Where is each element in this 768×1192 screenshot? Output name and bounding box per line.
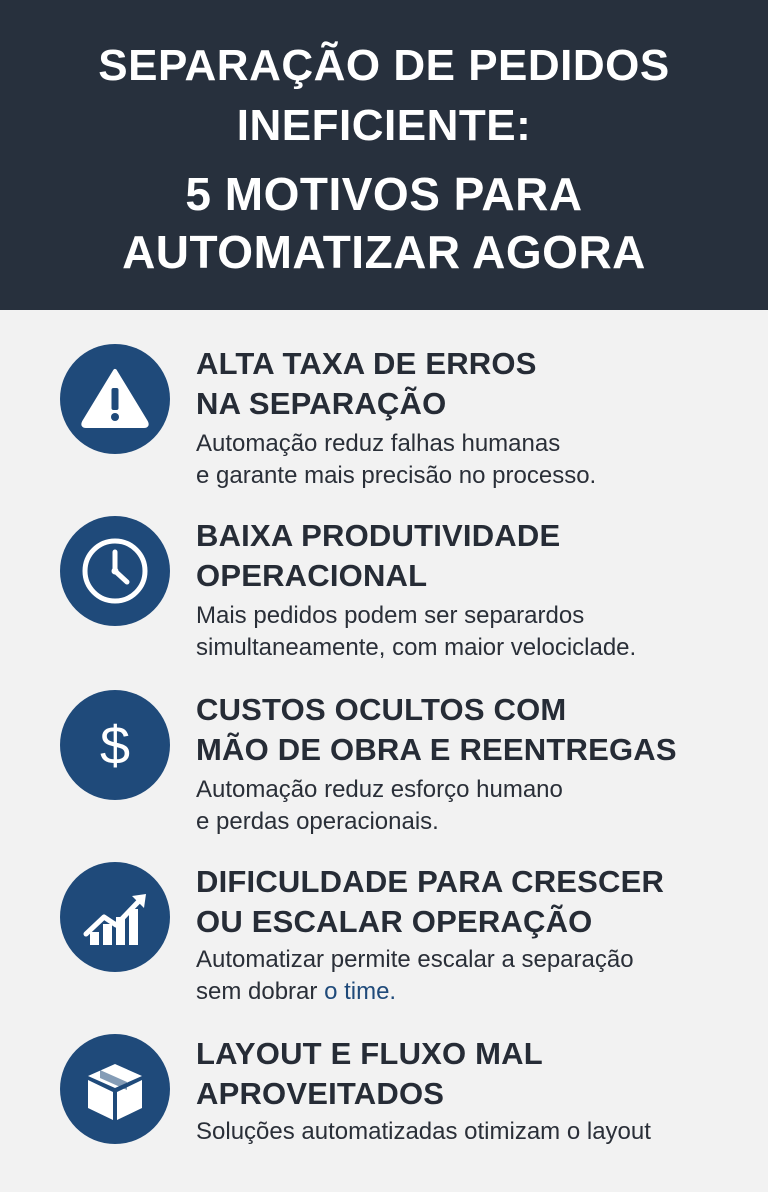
title-line-1: SEPARAÇÃO DE PEDIDOS	[98, 41, 670, 90]
item-title-line-2: NA SEPARAÇÃO	[196, 386, 447, 421]
item-desc-line-2	[196, 976, 396, 1008]
item-desc-highlight: o time.	[324, 978, 397, 1005]
subtitle-line-1: 5 MOTIVOS PARA	[185, 168, 583, 220]
item-title-line-1: ALTA TAXA DE ERROS	[196, 346, 537, 381]
item-title-line-1: LAYOUT E FLUXO MAL	[196, 1036, 543, 1071]
item-desc-line-2: e perdas operacionais.	[196, 808, 439, 835]
list-item-error-rate	[0, 330, 768, 502]
growth-chart-icon	[60, 862, 170, 972]
item-desc-line-1: Mais pedidos podem ser separardos	[196, 602, 585, 629]
box-icon	[60, 1034, 170, 1144]
list-item-hidden-costs	[0, 676, 768, 848]
list-item-layout	[0, 1020, 768, 1192]
warning-icon	[60, 344, 170, 454]
item-desc-line-2-text: sem dobrar	[196, 978, 325, 1005]
item-title-line-2: OU ESCALAR OPERAÇÃO	[196, 904, 593, 939]
item-desc-line-1: Soluções automatizadas otimizam o layout	[196, 1118, 651, 1145]
svg-text:$: $	[99, 716, 131, 776]
item-desc-line-1: Automatizar permite escalar a separação	[196, 946, 634, 973]
item-title-line-2: MÃO DE OBRA E REENTREGAS	[196, 732, 677, 767]
item-title-line-1: CUSTOS OCULTOS COM	[196, 692, 567, 727]
dollar-icon	[60, 690, 170, 800]
item-desc-line-2: e garante mais precisão no processo.	[196, 462, 597, 489]
item-desc-line-1: Automação reduz falhas humanas	[196, 430, 561, 457]
list-item-scaling	[0, 848, 768, 1020]
item-title-line-1: BAIXA PRODUTIVIDADE	[196, 518, 561, 553]
item-desc-line-2: simultaneamente, com maior velociclade.	[196, 634, 637, 661]
title-line-2: INEFICIENTE:	[236, 101, 532, 150]
header-banner	[0, 0, 768, 310]
item-desc-line-1: Automação reduz esforço humano	[196, 776, 563, 803]
clock-icon	[60, 516, 170, 626]
list-item-productivity	[0, 502, 768, 674]
item-title-line-2: APROVEITADOS	[196, 1076, 445, 1111]
item-title-line-1: DIFICULDADE PARA CRESCER	[196, 864, 665, 899]
item-title-line-2: OPERACIONAL	[196, 558, 428, 593]
subtitle-line-2: AUTOMATIZAR AGORA	[122, 226, 646, 278]
